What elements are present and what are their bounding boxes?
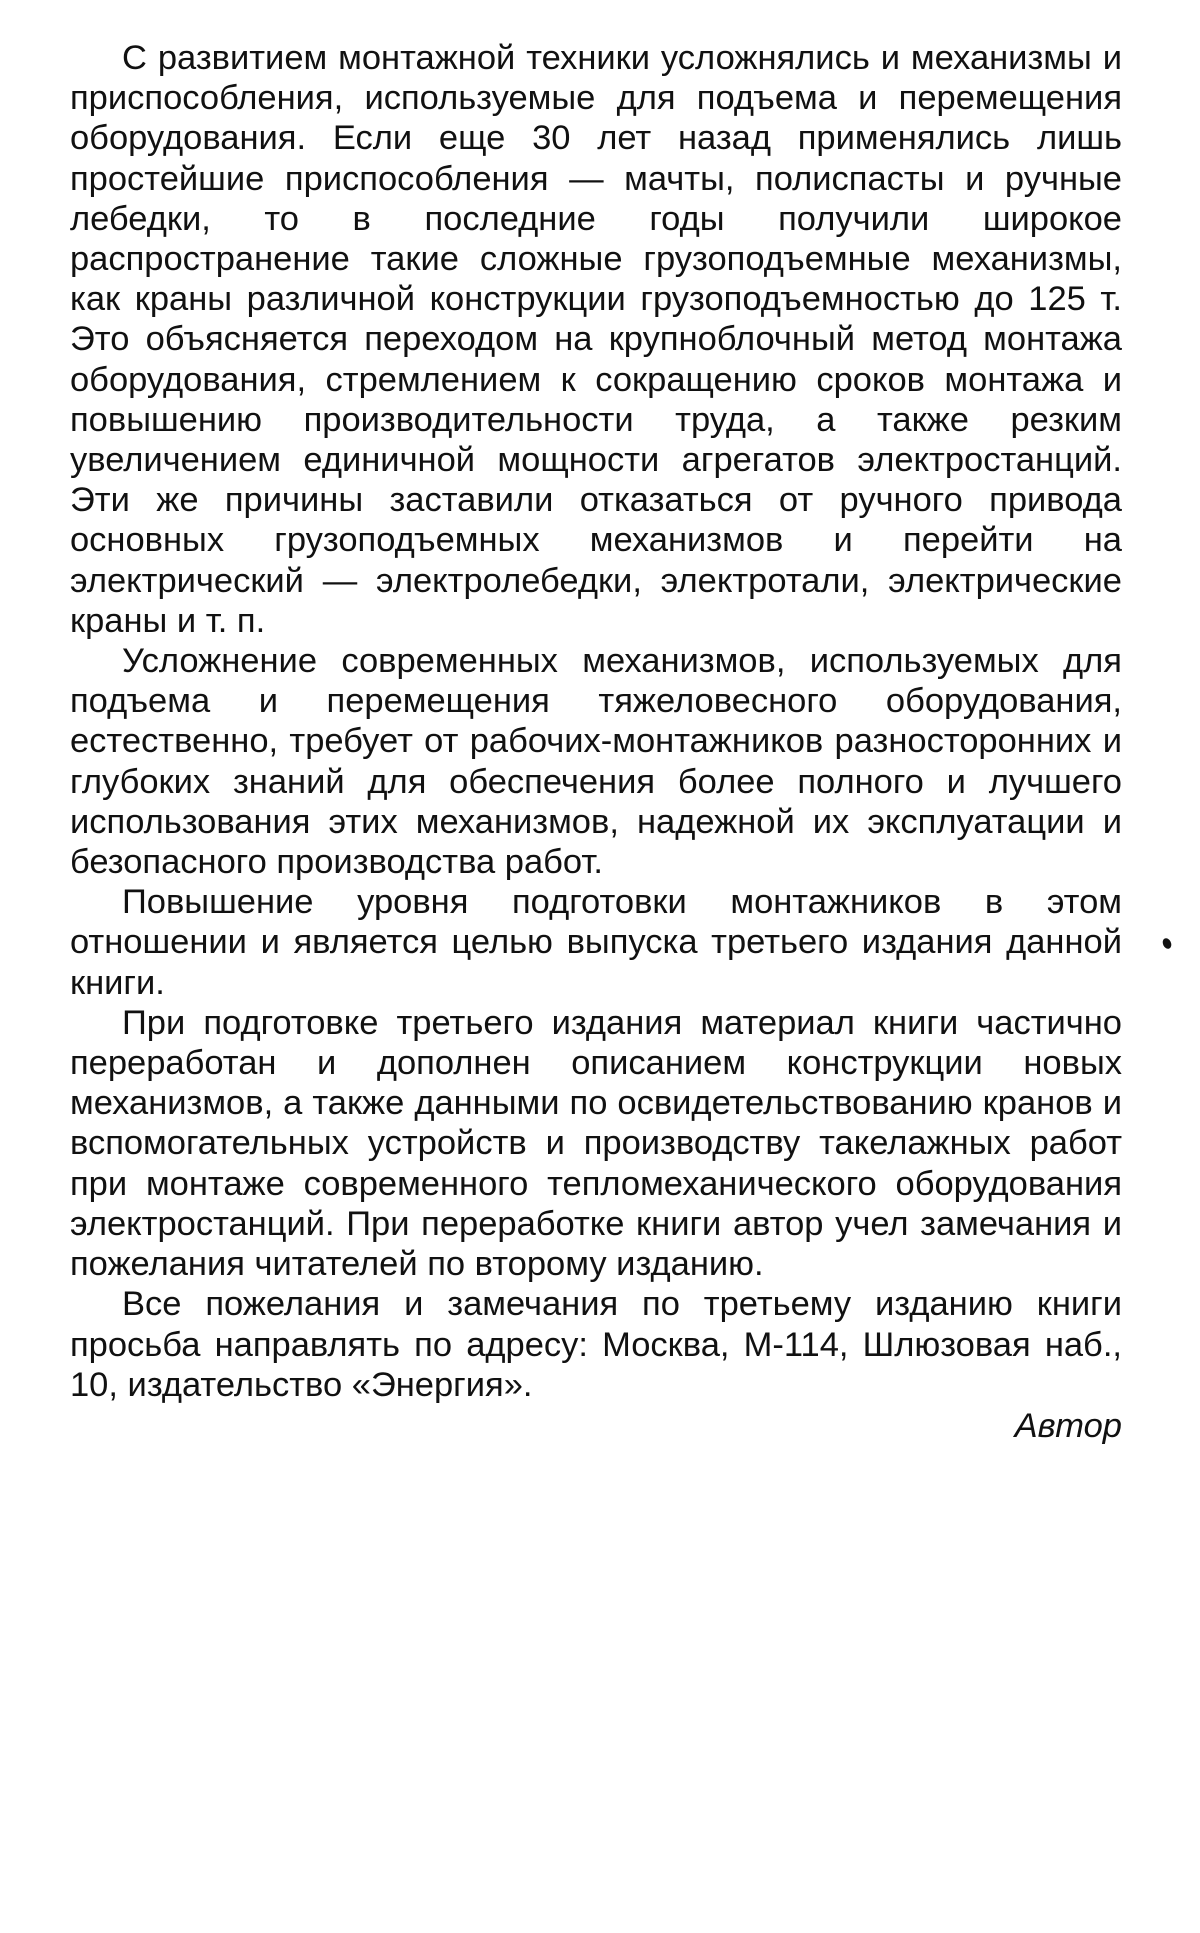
document-page [70, 38, 1122, 1447]
paragraph-feedback-address: Все пожелания и замечания по третьему изданию книги просьба направлять по адресу: Москва, М-114, Шлюзовая наб., 10, издательство «Энергия». [70, 1285, 1122, 1404]
paragraph-edition-changes: При подготовке третьего издания материал книги частично переработан и дополнен описанием конструкции новых механизмов, а также данными по освидетельствованию кранов и вспомогательных устройств и производству такелажных работ при монтаже современного тепломеханического оборудования электростанций. При переработке книги автор учел замечания и пожелания читателей по второму изданию. [70, 1003, 1122, 1284]
ink-speck [1161, 937, 1173, 950]
author-signature: Автор [1014, 1406, 1122, 1445]
paragraph-edition-purpose: Повышение уровня подготовки монтажников в этом отношении и является целью выпуска третьего издания данной книги. [70, 883, 1122, 1002]
paragraph-worker-knowledge: Усложнение современных механизмов, используемых для подъема и перемещения тяжеловесного оборудования, естественно, требует от рабочих-монтажников разносторонних и глубоких знаний для обеспечения более полного и лучшего использования этих механизмов, надежной их эксплуатации и безопасного производства работ. [70, 642, 1122, 882]
paragraph-mechanisms-evolution: С развитием монтажной техники усложнялись и механизмы и приспособления, используемые для подъема и перемещения оборудования. Если еще 30 лет назад применялись лишь простейшие приспособления — мачты, полиспасты и ручные лебедки, то в последние годы получили широкое распространение такие сложные грузоподъемные механизмы, как краны различной конструкции грузоподъемностью до 125 т. Это объясняется переходом на крупноблочный метод монтажа оборудования, стремлением к сокращению сроков монтажа и повышению производительности труда, а также резким увеличением единичной мощности агрегатов электростанций. Эти же причины заставили отказаться от ручного привода основных грузоподъемных механизмов и перейти на электрический — электролебедки, электротали, электрические краны и т. п. [70, 39, 1122, 640]
